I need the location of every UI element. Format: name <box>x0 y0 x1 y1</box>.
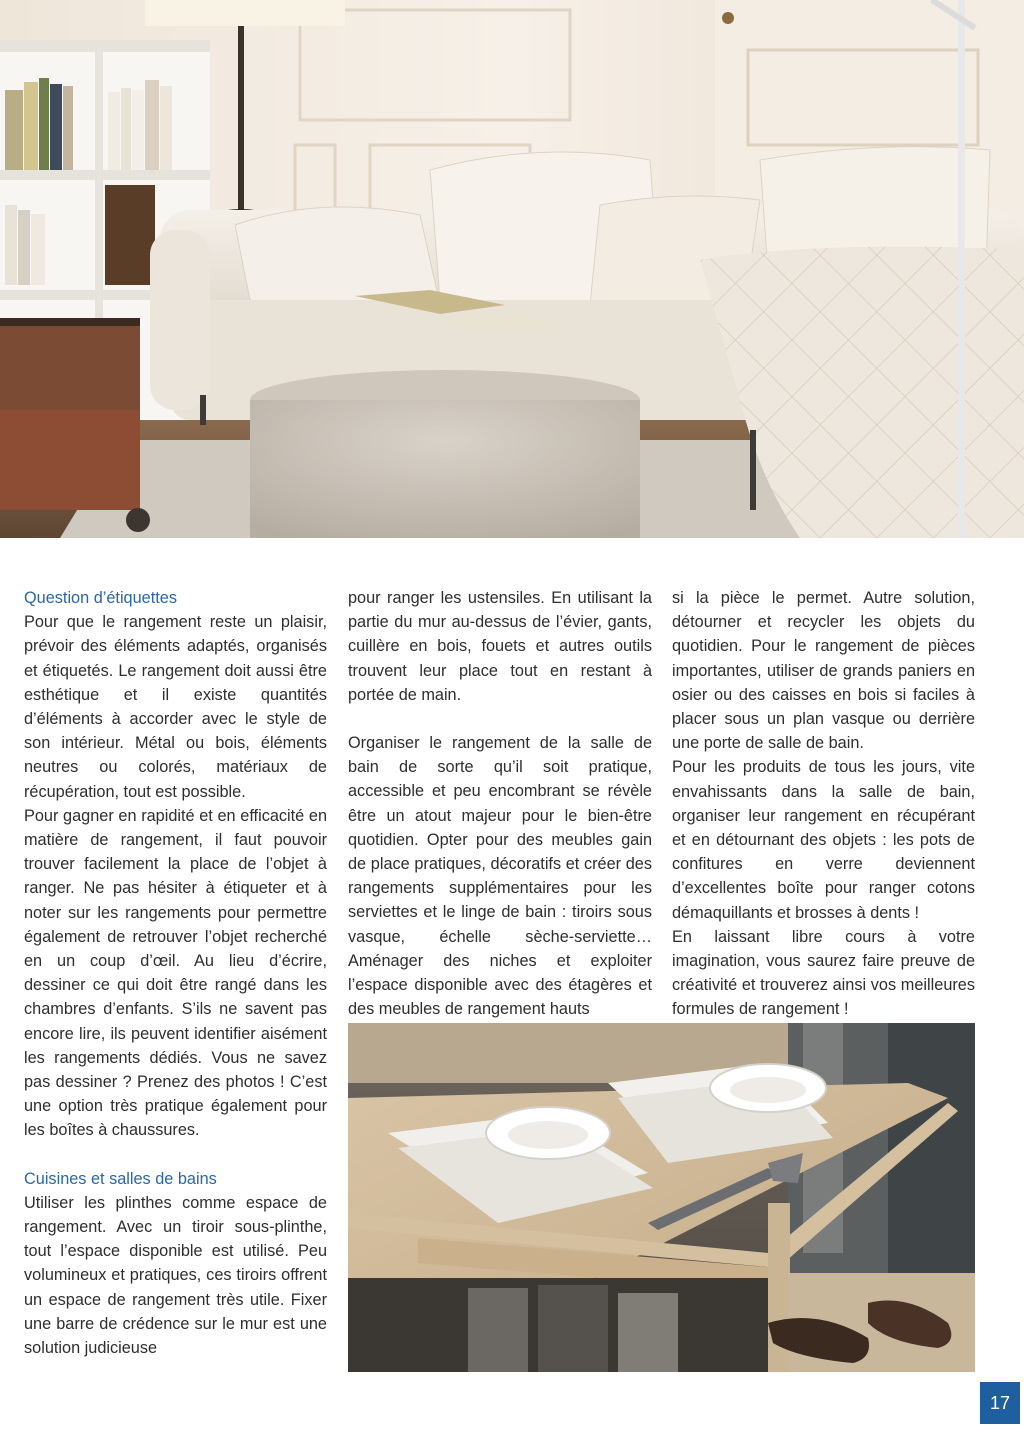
text-column-1 <box>24 586 327 1360</box>
paragraph: Utiliser les plinthes comme espace de rangement. Avec un tiroir sous-plinthe, tout l’espace disponible est utilisé. Peu volumineux et pratiques, ces tiroirs offrent un espace de rangement très utile. Fixer une barre de crédence sur le mur est une solution judicieuse <box>24 1193 327 1358</box>
paragraph: Pour que le rangement reste un plaisir, prévoir des éléments adaptés, organisés et étiquetés. Le rangement doit aussi être esthétique et il existe quantités d’éléments à accorder avec le style de son intérieur. Métal ou bois, éléments neutres ou colorés, matériaux de récupération, tout est possible. <box>24 613 327 801</box>
paragraph: En laissant libre cours à votre imagination, vous saurez faire preuve de créativité et trouverez ainsi vos meilleures formules de rangement ! <box>672 927 975 1019</box>
text-column-3 <box>672 586 975 1022</box>
section-heading-kitchens-bathrooms: Cuisines et salles de bains <box>24 1169 217 1188</box>
wardrobe-drawer-photo <box>348 1023 975 1372</box>
text-column-2 <box>348 586 652 1021</box>
living-room-illustration <box>0 0 1024 538</box>
page-number-badge: 17 <box>980 1382 1020 1424</box>
paragraph: Pour les produits de tous les jours, vite envahissants dans la salle de bain, organiser leur rangement en récupérant et en détournant des objets : les pots de confitures en verre deviennent d’excellentes boîte pour ranger cotons démaquillants et brosses à dents ! <box>672 758 975 922</box>
section-heading-labels: Question d’étiquettes <box>24 589 177 607</box>
paragraph: Organiser le rangement de la salle de bain de sorte qu’il soit pratique, accessible et peu encombrant se révèle être un atout majeur pour le bien-être quotidien. Opter pour des meubles gain de place pratiques, décoratifs et créer des rangements supplémentaires pour les serviettes et le linge de bain : tiroirs sous vasque, échelle sèche-serviette… Aménager des niches et exploiter l’espace disponible avec des étagères et des meubles de rangement hauts <box>348 734 652 1019</box>
living-room-photo <box>0 0 1024 538</box>
paragraph: Pour gagner en rapidité et en efficacité en matière de rangement, il faut pouvoir trouver facilement la place de l’objet à ranger. Ne pas hésiter à étiqueter et à noter sur les rangements pour permettre également de retrouver l’objet recherché en un coup d’œil. Au lieu d’écrire, dessiner ce qui doit être rangé dans les chambres d’enfants. S’ils ne savent pas encore lire, ils peuvent identifier aisément les rangements dédiés. Vous ne savez pas dessiner ? Prenez des photos ! C’est une option très pratique également pour les boîtes à chaussures. <box>24 806 327 1140</box>
paragraph: si la pièce le permet. Autre solution, détourner et recycler les objets du quotidien. Pour le rangement de pièces importantes, utiliser de grands paniers en osier ou des caisses en bois si faciles à placer sous un plan vasque ou derrière une porte de salle de bain. <box>672 589 975 753</box>
wardrobe-illustration <box>348 1023 975 1372</box>
paragraph: pour ranger les ustensiles. En utilisant la partie du mur au-dessus de l’évier, gants, cuillère en bois, fouets et autres outils trouvent leur place tout en restant à portée de main. <box>348 589 652 704</box>
